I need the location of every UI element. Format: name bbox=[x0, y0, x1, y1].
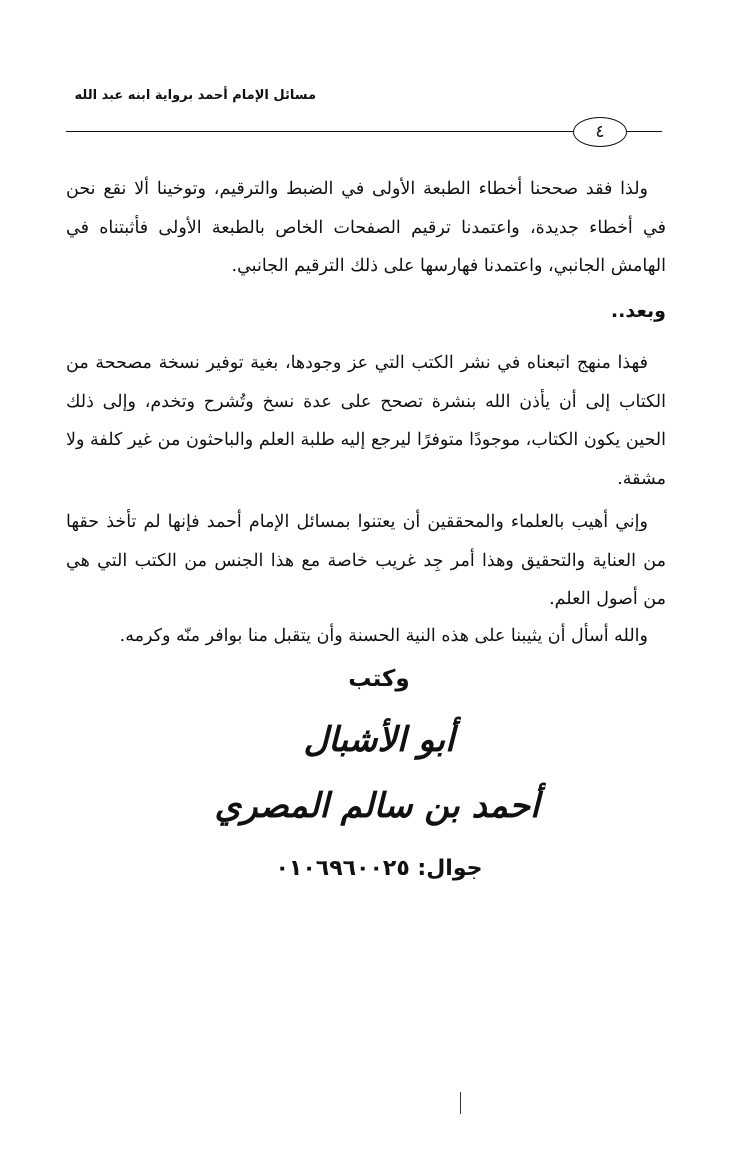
paragraph-errata bbox=[66, 170, 666, 286]
scan-mark bbox=[460, 1092, 461, 1114]
running-header-title: مسائل الإمام أحمد برواية ابنه عبد الله bbox=[74, 88, 316, 103]
page-number: ٤ bbox=[573, 117, 627, 147]
section-heading: وبعد.. bbox=[610, 300, 666, 322]
signature-kunya: أبو الأشبال bbox=[303, 720, 455, 760]
signature-label: وكتب bbox=[348, 666, 410, 692]
paragraph-2-text: فهذا منهج اتبعناه في نشر الكتب التي عز وجودها، بغية توفير نسخة مصححة من الكتاب إلى أن يأذن الله بنشرة تصحح على عدة نسخ وتُشرح وتخدم، وإلى ذلك الحين يكون الكتاب، موجودًا متوفرًا ليرجع إليه طلبة العلم والباحثون من غير كلفة ولا مشقة. bbox=[66, 353, 666, 489]
signature-full-name: أحمد بن سالم المصري bbox=[214, 786, 540, 826]
paragraph-appeal bbox=[66, 503, 666, 619]
signature-phone: جوال: ٠١٠٦٩٦٠٠٢٥ bbox=[275, 856, 483, 881]
paragraph-4-text: والله أسأل أن يثيبنا على هذه النية الحسنة وأن يتقبل منا بوافر منّه وكرمه. bbox=[119, 626, 648, 646]
paragraph-3-text: وإني أهيب بالعلماء والمحققين أن يعتنوا بمسائل الإمام أحمد فإنها لم تأخذ حقها من العناية والتحقيق وهذا أمر جِد غريب خاصة مع هذا الجنس من الكتب التي هي من أصول العلم. bbox=[66, 512, 666, 609]
paragraph-prayer bbox=[66, 617, 666, 656]
paragraph-method bbox=[66, 344, 666, 498]
paragraph-1-text: ولذا فقد صححنا أخطاء الطبعة الأولى في الضبط والترقيم، وتوخينا ألا نقع نحن في أخطاء جديدة، واعتمدنا ترقيم الصفحات الخاص بالطبعة الأولى فأثبتناه في الهامش الجانبي، واعتمدنا فهارسها على ذلك الترقيم الجانبي. bbox=[66, 179, 666, 276]
